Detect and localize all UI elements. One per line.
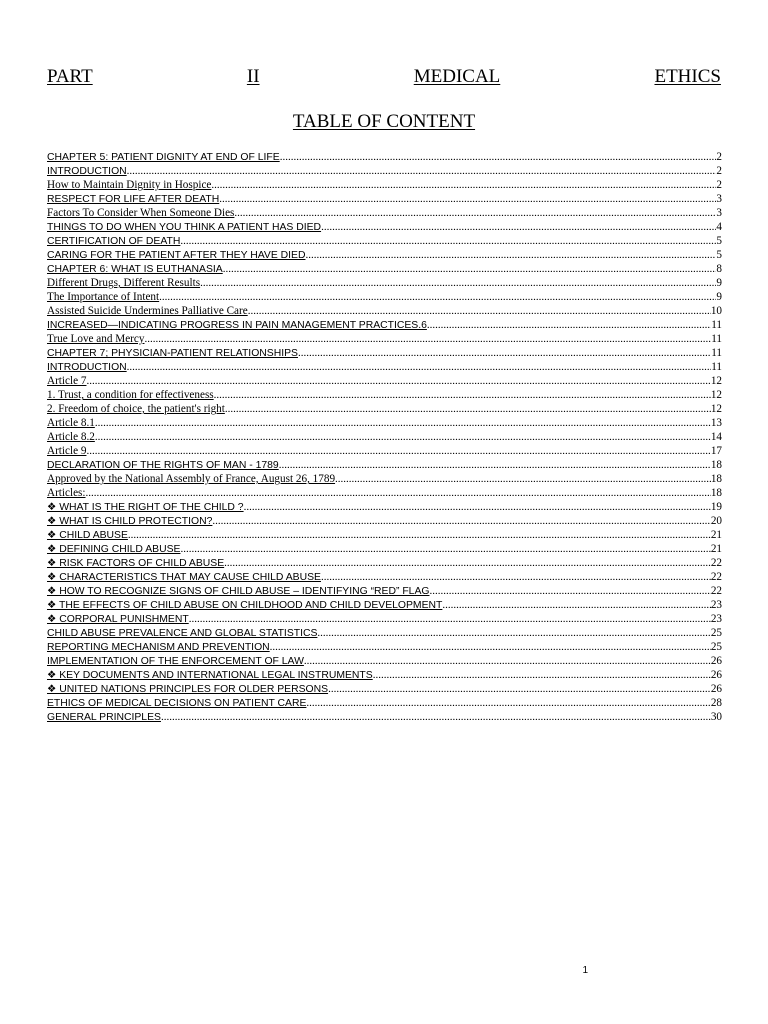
toc-leader-dots	[427, 318, 711, 332]
toc-entry[interactable]	[47, 500, 722, 514]
toc-entry-title[interactable]: ❖ CHARACTERISTICS THAT MAY CAUSE CHILD ABUSE	[47, 572, 321, 583]
toc-entry-title[interactable]: ETHICS OF MEDICAL DECISIONS ON PATIENT CARE	[47, 698, 307, 709]
toc-entry[interactable]	[47, 304, 722, 318]
toc-leader-dots	[373, 668, 711, 682]
toc-entry-page: 22	[710, 571, 722, 583]
toc-entry-page: 11	[711, 319, 722, 331]
toc-entry-page: 13	[710, 417, 722, 429]
toc-entry-title[interactable]: CERTIFICATION OF DEATH	[47, 236, 181, 247]
toc-leader-dots	[86, 444, 710, 458]
toc-entry-page: 23	[710, 599, 722, 611]
toc-entry[interactable]	[47, 430, 722, 444]
toc-entry-title[interactable]: CHAPTER 5: PATIENT DIGNITY AT END OF LIFE	[47, 152, 280, 163]
toc-entry-title[interactable]: ❖ WHAT IS THE RIGHT OF THE CHILD ?	[47, 502, 244, 513]
table-of-contents	[47, 150, 722, 724]
toc-entry-title[interactable]: The Importance of Intent	[47, 291, 160, 303]
toc-entry[interactable]	[47, 472, 722, 486]
toc-entry-title[interactable]: ❖ KEY DOCUMENTS AND INTERNATIONAL LEGAL INSTRUMENTS	[47, 670, 373, 681]
toc-entry-page: 25	[710, 641, 722, 653]
toc-entry[interactable]	[47, 598, 722, 612]
toc-leader-dots	[248, 304, 711, 318]
toc-entry-title[interactable]: GENERAL PRINCIPLES	[47, 712, 161, 723]
toc-entry[interactable]	[47, 374, 722, 388]
toc-entry-page: 12	[710, 375, 722, 387]
toc-entry-title[interactable]: ❖ THE EFFECTS OF CHILD ABUSE ON CHILDHOOD AND CHILD DEVELOPMENT	[47, 600, 443, 611]
toc-entry[interactable]	[47, 696, 722, 710]
toc-entry-page: 22	[710, 585, 722, 597]
toc-title: TABLE OF CONTENT	[292, 111, 476, 132]
toc-entry-title[interactable]: DECLARATION OF THE RIGHTS OF MAN - 1789	[47, 460, 279, 471]
toc-entry-title[interactable]: INTRODUCTION	[47, 166, 127, 177]
toc-entry-title[interactable]: Article 8.1	[47, 417, 95, 429]
toc-leader-dots	[159, 290, 716, 304]
toc-entry[interactable]	[47, 668, 722, 682]
toc-leader-dots	[317, 626, 710, 640]
toc-leader-dots	[144, 332, 711, 346]
toc-entry-page: 26	[710, 669, 722, 681]
toc-leader-dots	[212, 514, 710, 528]
part-heading-word: PART	[47, 66, 93, 87]
toc-entry[interactable]	[47, 682, 722, 696]
toc-leader-dots	[321, 220, 716, 234]
toc-leader-dots	[127, 164, 717, 178]
toc-entry-title[interactable]: INTRODUCTION	[47, 362, 127, 373]
toc-entry[interactable]	[47, 388, 722, 402]
toc-entry-title[interactable]: ❖ WHAT IS CHILD PROTECTION?	[47, 516, 213, 527]
toc-entry-title[interactable]: ❖ CHILD ABUSE	[47, 530, 128, 541]
toc-entry-title[interactable]: ❖ HOW TO RECOGNIZE SIGNS OF CHILD ABUSE – IDENTIFYING “RED” FLAG	[47, 586, 430, 597]
toc-entry-page: 11	[711, 333, 722, 345]
toc-entry[interactable]	[47, 178, 722, 192]
toc-leader-dots	[86, 374, 710, 388]
toc-entry-page: 3	[716, 193, 722, 205]
toc-leader-dots	[442, 598, 710, 612]
toc-entry-title[interactable]: Assisted Suicide Undermines Palliative Care	[47, 305, 248, 317]
toc-entry[interactable]	[47, 402, 722, 416]
toc-entry-page: 12	[710, 389, 722, 401]
toc-entry-title[interactable]: CHILD ABUSE PREVALENCE AND GLOBAL STATISTICS	[47, 628, 318, 639]
toc-leader-dots	[128, 528, 711, 542]
toc-leader-dots	[180, 542, 710, 556]
toc-entry-page: 10	[710, 305, 722, 317]
toc-leader-dots	[161, 710, 711, 724]
toc-entry-page: 28	[710, 697, 722, 709]
toc-entry-title[interactable]: True Love and Mercy	[47, 333, 145, 345]
toc-entry[interactable]	[47, 234, 722, 248]
toc-leader-dots	[306, 696, 710, 710]
toc-entry[interactable]	[47, 626, 722, 640]
toc-entry-page: 9	[716, 291, 722, 303]
toc-entry-title[interactable]: Articles:	[47, 487, 86, 499]
toc-entry-page: 14	[710, 431, 722, 443]
toc-entry-page: 21	[710, 529, 722, 541]
toc-leader-dots	[328, 682, 711, 696]
toc-entry[interactable]	[47, 514, 722, 528]
toc-entry[interactable]	[47, 360, 722, 374]
toc-entry-title[interactable]: ❖ UNITED NATIONS PRINCIPLES FOR OLDER PERSONS	[47, 684, 329, 695]
toc-entry[interactable]	[47, 640, 722, 654]
toc-entry-page: 26	[710, 683, 722, 695]
page-number: 1	[582, 965, 588, 976]
toc-entry-page: 22	[710, 557, 722, 569]
toc-entry[interactable]	[47, 710, 722, 724]
toc-leader-dots	[225, 402, 711, 416]
toc-leader-dots	[223, 262, 717, 276]
toc-entry-title[interactable]: CARING FOR THE PATIENT AFTER THEY HAVE DIED	[47, 250, 306, 261]
toc-leader-dots	[270, 640, 711, 654]
toc-entry[interactable]	[47, 318, 722, 332]
toc-entry-page: 17	[710, 445, 722, 457]
toc-leader-dots	[335, 472, 711, 486]
toc-leader-dots	[214, 388, 711, 402]
toc-entry-page: 5	[716, 235, 722, 247]
toc-entry[interactable]	[47, 654, 722, 668]
toc-entry[interactable]	[47, 220, 722, 234]
toc-entry[interactable]	[47, 206, 722, 220]
toc-leader-dots	[429, 584, 710, 598]
toc-entry-page: 11	[711, 347, 722, 359]
toc-entry-page: 2	[716, 165, 722, 177]
part-heading-word: II	[246, 66, 260, 87]
toc-leader-dots	[244, 500, 711, 514]
toc-leader-dots	[224, 556, 711, 570]
toc-entry[interactable]	[47, 486, 722, 500]
toc-entry-page: 3	[716, 207, 722, 219]
toc-entry[interactable]	[47, 276, 722, 290]
toc-entry-title[interactable]: CHAPTER 6: WHAT IS EUTHANASIA	[47, 264, 223, 275]
toc-entry-title[interactable]: Article 7	[47, 375, 87, 387]
toc-entry-title[interactable]: ❖ CORPORAL PUNISHMENT	[47, 614, 189, 625]
toc-entry[interactable]	[47, 290, 722, 304]
toc-entry-page: 8	[716, 263, 722, 275]
toc-entry[interactable]	[47, 332, 722, 346]
toc-entry-title[interactable]: Factors To Consider When Someone Dies	[47, 207, 235, 219]
toc-entry-page: 4	[716, 221, 722, 233]
toc-leader-dots	[298, 346, 711, 360]
toc-entry[interactable]	[47, 444, 722, 458]
toc-entry-title[interactable]: RESPECT FOR LIFE AFTER DEATH	[47, 194, 220, 205]
toc-leader-dots	[211, 178, 716, 192]
toc-entry-page: 5	[716, 249, 722, 261]
toc-entry-page: 20	[710, 515, 722, 527]
toc-entry[interactable]	[47, 192, 722, 206]
toc-entry-title[interactable]: IMPLEMENTATION OF THE ENFORCEMENT OF LAW	[47, 656, 304, 667]
toc-leader-dots	[305, 248, 716, 262]
toc-entry-title[interactable]: Article 9	[47, 445, 87, 457]
part-heading-word: ETHICS	[654, 66, 721, 87]
toc-entry[interactable]	[47, 150, 722, 164]
toc-entry-title[interactable]: Article 8.2	[47, 431, 95, 443]
toc-entry[interactable]	[47, 458, 722, 472]
toc-leader-dots	[280, 150, 717, 164]
toc-entry[interactable]	[47, 542, 722, 556]
toc-leader-dots	[321, 570, 711, 584]
toc-leader-dots	[95, 416, 711, 430]
toc-leader-dots	[219, 192, 716, 206]
toc-leader-dots	[180, 234, 716, 248]
toc-entry-page: 25	[710, 627, 722, 639]
toc-leader-dots	[95, 430, 711, 444]
toc-entry-title[interactable]: How to Maintain Dignity in Hospice	[47, 179, 212, 191]
toc-entry-title[interactable]: CHAPTER 7; PHYSICIAN-PATIENT RELATIONSHIPS	[47, 348, 298, 359]
toc-entry[interactable]	[47, 416, 722, 430]
toc-entry-title[interactable]: 1. Trust, a condition for effectiveness	[47, 389, 214, 401]
toc-entry-page: 2	[716, 151, 722, 163]
toc-entry[interactable]	[47, 612, 722, 626]
toc-leader-dots	[234, 206, 716, 220]
toc-entry[interactable]	[47, 262, 722, 276]
toc-entry-title[interactable]: REPORTING MECHANISM AND PREVENTION	[47, 642, 270, 653]
toc-entry[interactable]	[47, 164, 722, 178]
toc-entry-page: 18	[710, 487, 722, 499]
toc-entry[interactable]	[47, 556, 722, 570]
toc-entry-page: 2	[716, 179, 722, 191]
toc-entry-page: 12	[710, 403, 722, 415]
toc-entry-page: 9	[716, 277, 722, 289]
part-heading-word: MEDICAL	[413, 66, 501, 87]
toc-entry-page: 21	[710, 543, 722, 555]
toc-leader-dots	[304, 654, 711, 668]
toc-leader-dots	[279, 458, 711, 472]
toc-entry-title[interactable]: Approved by the National Assembly of France, August 26, 1789	[47, 473, 336, 485]
toc-entry-title[interactable]: ❖ RISK FACTORS OF CHILD ABUSE	[47, 558, 225, 569]
toc-entry-title[interactable]: INCREASED—INDICATING PROGRESS IN PAIN MANAGEMENT PRACTICES.6	[47, 320, 427, 331]
toc-entry-page: 23	[710, 613, 722, 625]
toc-entry[interactable]	[47, 584, 722, 598]
toc-entry-title[interactable]: 2. Freedom of choice, the patient's right	[47, 403, 225, 415]
toc-leader-dots	[200, 276, 716, 290]
toc-entry-page: 18	[710, 459, 722, 471]
toc-entry-page: 26	[710, 655, 722, 667]
toc-entry-title[interactable]: Different Drugs, Different Results	[47, 277, 201, 289]
toc-entry-page: 18	[710, 473, 722, 485]
toc-leader-dots	[127, 360, 712, 374]
toc-entry-page: 19	[710, 501, 722, 513]
toc-leader-dots	[189, 612, 711, 626]
toc-entry-title[interactable]: ❖ DEFINING CHILD ABUSE	[47, 544, 181, 555]
toc-entry[interactable]	[47, 570, 722, 584]
toc-leader-dots	[86, 486, 711, 500]
toc-entry-title[interactable]: THINGS TO DO WHEN YOU THINK A PATIENT HAS DIED	[47, 222, 322, 233]
toc-entry-page: 30	[710, 711, 722, 723]
part-heading	[47, 66, 721, 88]
toc-entry-page: 11	[711, 361, 722, 373]
toc-entry[interactable]	[47, 346, 722, 360]
toc-entry[interactable]	[47, 528, 722, 542]
toc-entry[interactable]	[47, 248, 722, 262]
